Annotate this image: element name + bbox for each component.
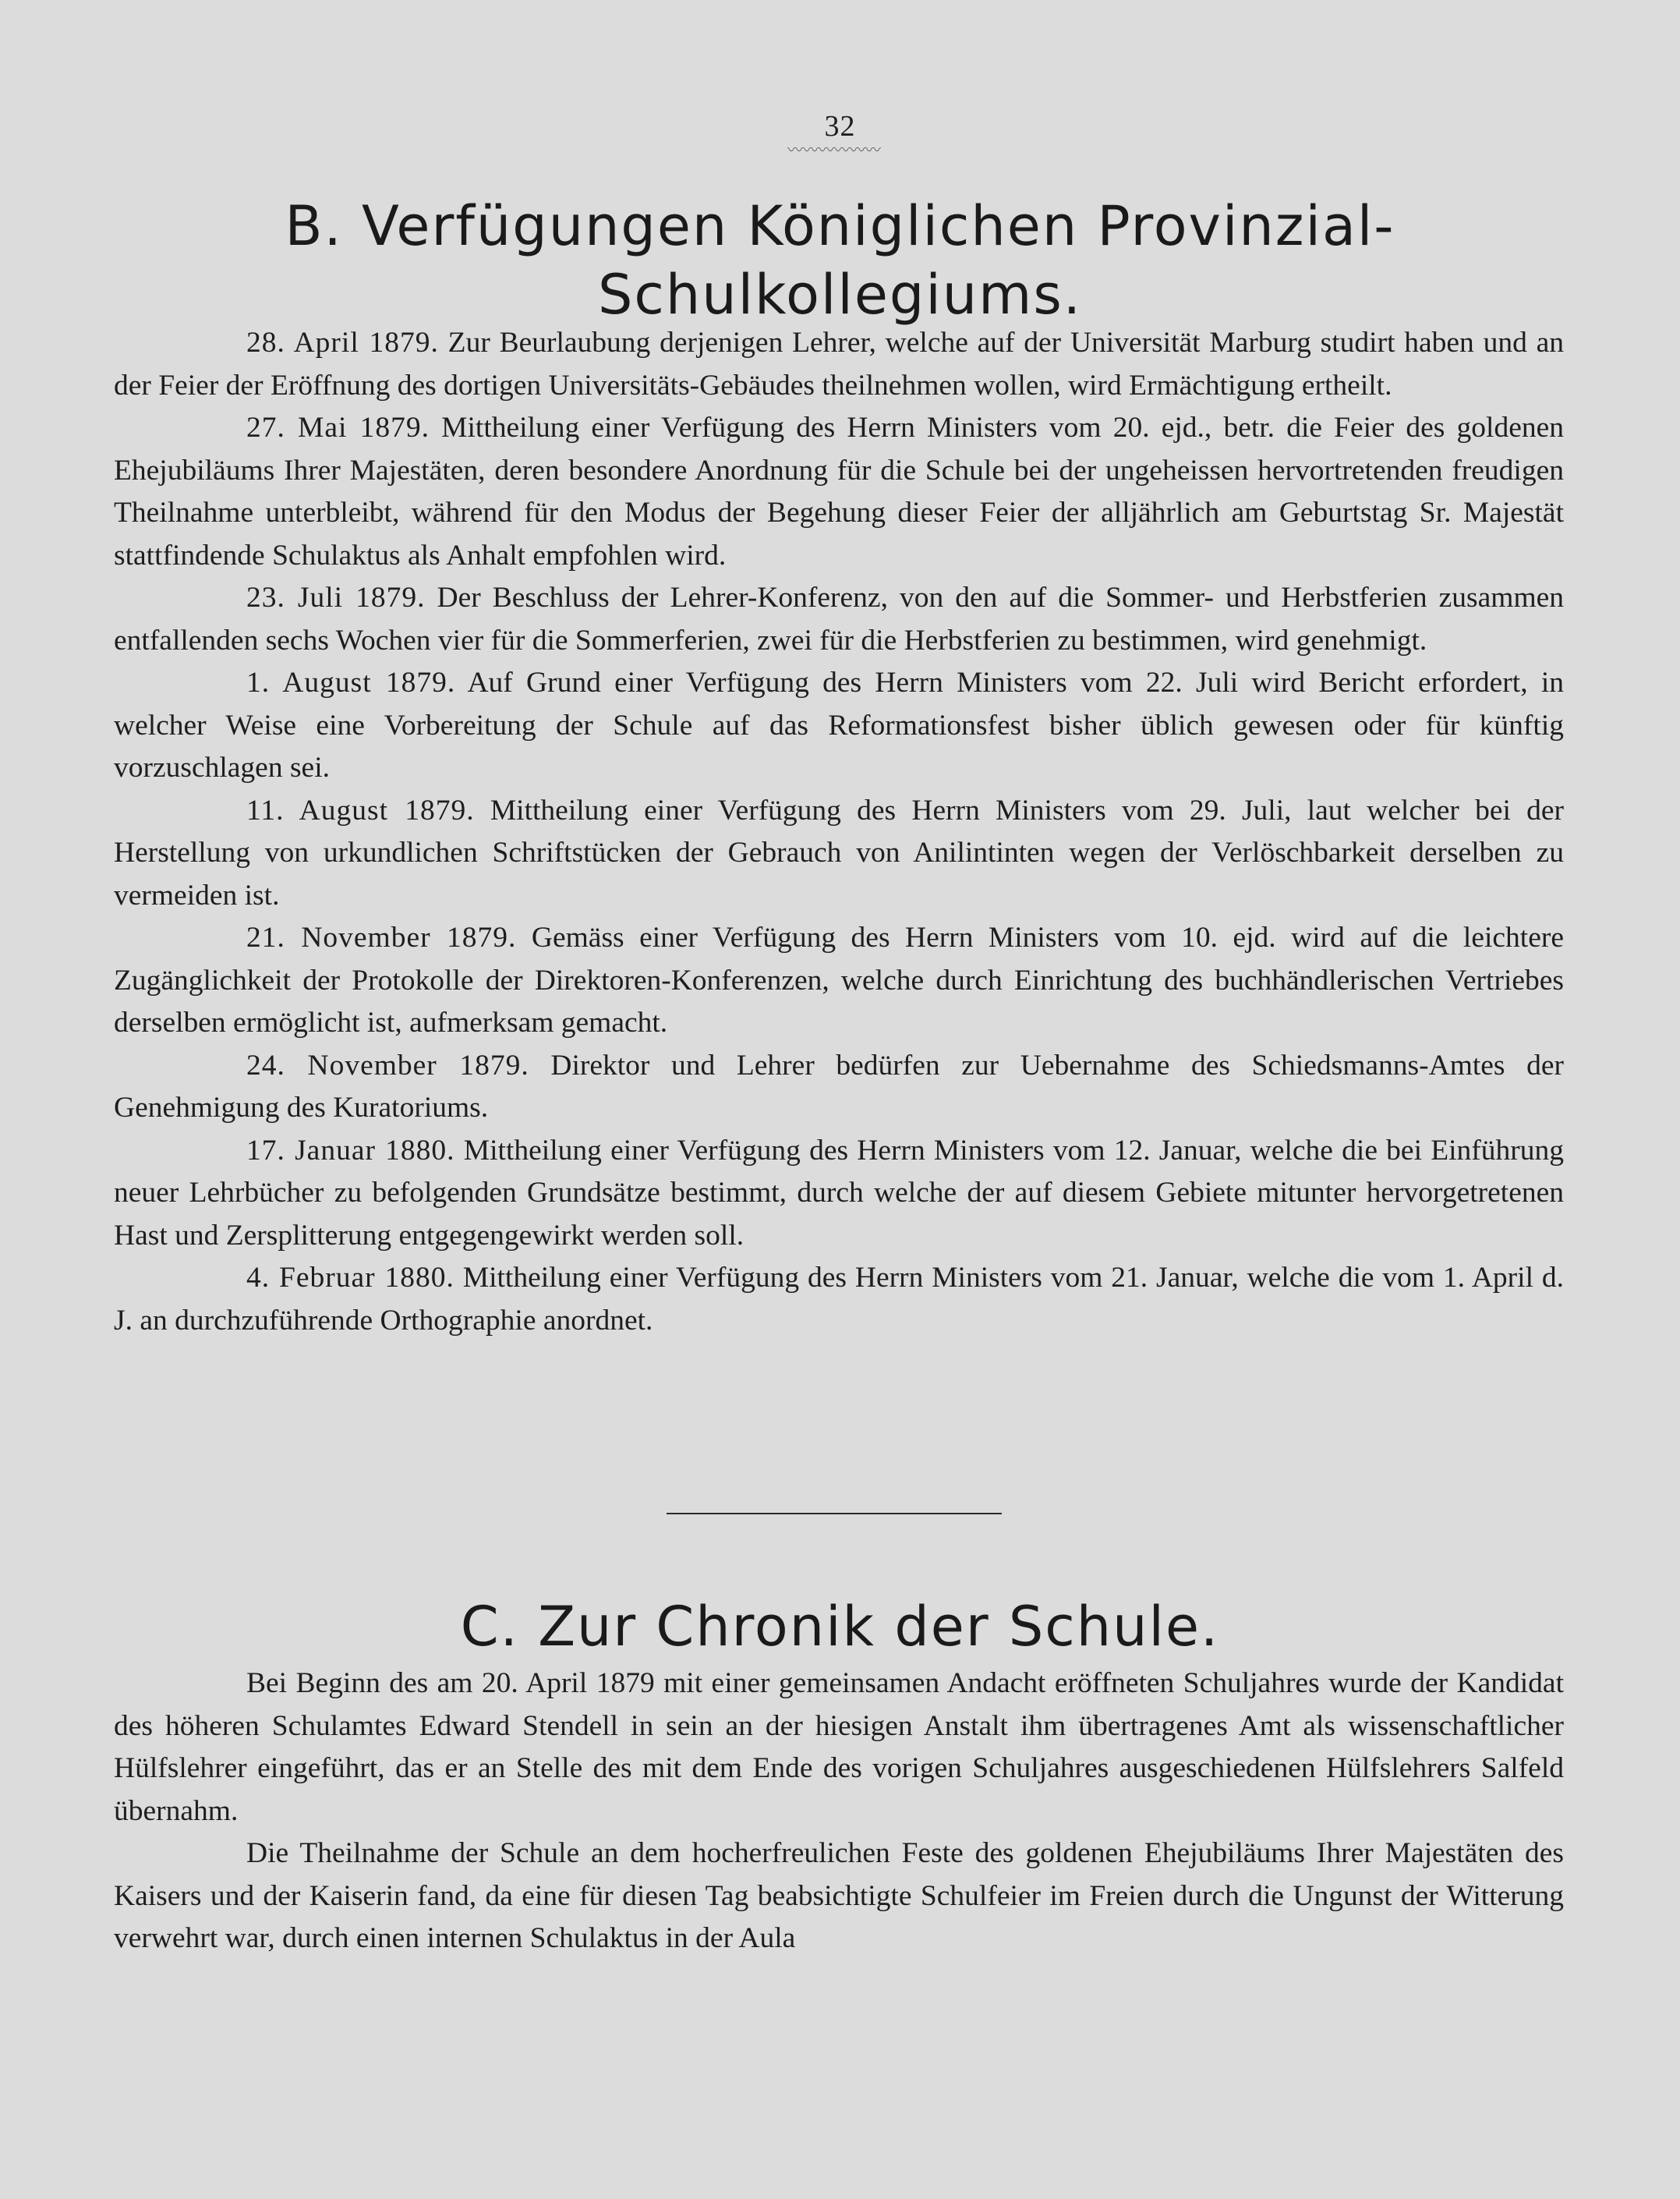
decree-date: 11. August 1879.: [246, 794, 475, 827]
decree-entry: [114, 1130, 1564, 1258]
section-b-body: [114, 322, 1564, 1342]
section-c-title: C. Zur Chronik der Schule.: [460, 1595, 1220, 1659]
decree-entry: [114, 322, 1564, 407]
decree-text: Gemäss einer Verfügung des Herrn Ministers vom 10. ejd. wird auf die leichtere Zugänglichkeit der Protokolle der Direktoren-Konferenzen, welche durch Einrichtung des buchhändlerischen Vertriebes derselben ermöglicht ist, aufmerksam gemacht.: [114, 922, 1564, 1039]
section-b-title-line2: Schulkollegiums.: [597, 263, 1083, 327]
decree-date: 17. Januar 1880.: [246, 1134, 455, 1167]
section-divider: [667, 1513, 1002, 1514]
page-number-ornament: 〰〰〰〰〰〰: [787, 142, 881, 159]
decree-text: Auf Grund einer Verfügung des Herrn Ministers vom 22. Juli wird Bericht erfordert, in welcher Weise eine Vorbereitung der Schule auf das Reformationsfest bisher üblich gewesen oder für künftig vorzuschlagen sei.: [114, 667, 1564, 784]
section-c-body: [114, 1663, 1564, 1960]
decree-entry: [114, 790, 1564, 918]
decree-entry: [114, 1257, 1564, 1342]
decree-entry: [114, 662, 1564, 790]
chronicle-paragraph: Bei Beginn des am 20. April 1879 mit einer gemeinsamen Andacht eröffneten Schuljahres wurde der Kandidat des höheren Schulamtes Edward Stendell in sein an der hiesigen Anstalt ihm übertragenes Amt als wissenschaftlicher Hülfslehrer eingeführt, das er an Stelle des mit dem Ende des vorigen Schuljahres ausgeschiedenen Hülfslehrers Salfeld übernahm.: [114, 1667, 1564, 1827]
decree-text: Mittheilung einer Verfügung des Herrn Ministers vom 21. Januar, welche die vom 1. April d. J. an durchzuführende Orthographie anordnet.: [114, 1262, 1565, 1337]
chronicle-paragraph: Die Theilnahme der Schule an dem hocherfreulichen Feste des goldenen Ehejubiläums Ihrer Majestäten des Kaisers und der Kaiserin fand, da eine für diesen Tag beabsichtigte Schulfeier im Freien durch die Ungunst der Witterung verwehrt war, durch einen internen Schulaktus in der Aula: [114, 1837, 1564, 1954]
decree-entry: [114, 1045, 1564, 1130]
decree-entry: [114, 577, 1564, 662]
decree-entry: [114, 917, 1564, 1045]
decree-text: Mittheilung einer Verfügung des Herrn Ministers vom 12. Januar, welche die bei Einführung neuer Lehrbücher zu befolgenden Grundsätze bestimmt, durch welche der auf diesem Gebiete mitunter hervorgetretenen Hast und Zersplitterung entgegengewirkt werden soll.: [114, 1134, 1565, 1252]
decree-date: 27. Mai 1879.: [246, 412, 430, 444]
decree-entry: [114, 407, 1564, 577]
decree-text: Der Beschluss der Lehrer-Konferenz, von den auf die Sommer- und Herbstferien zusammen entfallenden sechs Wochen vier für die Sommerferien, zwei für die Herbstferien zu bestimmen, wird genehmigt.: [114, 582, 1565, 657]
decree-text: Mittheilung einer Verfügung des Herrn Ministers vom 29. Juli, laut welcher bei der Herstellung von urkundlichen Schriftstücken der Gebrauch von Anilintinten wegen der Verlöschbarkeit derselben zu vermeiden ist.: [114, 794, 1565, 912]
decree-text: Direktor und Lehrer bedürfen zur Uebernahme des Schiedsmanns-Amtes der Genehmigung des Kuratoriums.: [114, 1049, 1565, 1124]
decree-date: 21. November 1879.: [246, 922, 517, 954]
decree-text: Zur Beurlaubung derjenigen Lehrer, welche auf der Universität Marburg studirt haben und an der Feier der Eröffnung des dortigen Universitäts-Gebäudes theilnehmen wollen, wird Ermächtigung ertheilt.: [114, 327, 1564, 402]
section-b-title-line1: B. Verfügungen Königlichen Provinzial-: [285, 194, 1395, 258]
page-number: 32: [824, 110, 856, 143]
decree-text: Mittheilung einer Verfügung des Herrn Ministers vom 20. ejd., betr. die Feier des goldenen Ehejubiläums Ihrer Majestäten, deren besondere Anordnung für die Schule bei der ungeheissen hervortretenden freudigen Theilnahme unterbleibt, während für den Modus der Begehung dieser Feier der alljährlich am Geburtstag Sr. Majestät stattfindende Schulaktus als Anhalt empfohlen wird.: [114, 412, 1564, 572]
decree-date: 24. November 1879.: [246, 1049, 529, 1082]
decree-date: 1. August 1879.: [246, 667, 456, 699]
decree-date: 23. Juli 1879.: [246, 582, 426, 614]
decree-date: 4. Februar 1880.: [246, 1262, 454, 1294]
decree-date: 28. April 1879.: [246, 327, 439, 359]
